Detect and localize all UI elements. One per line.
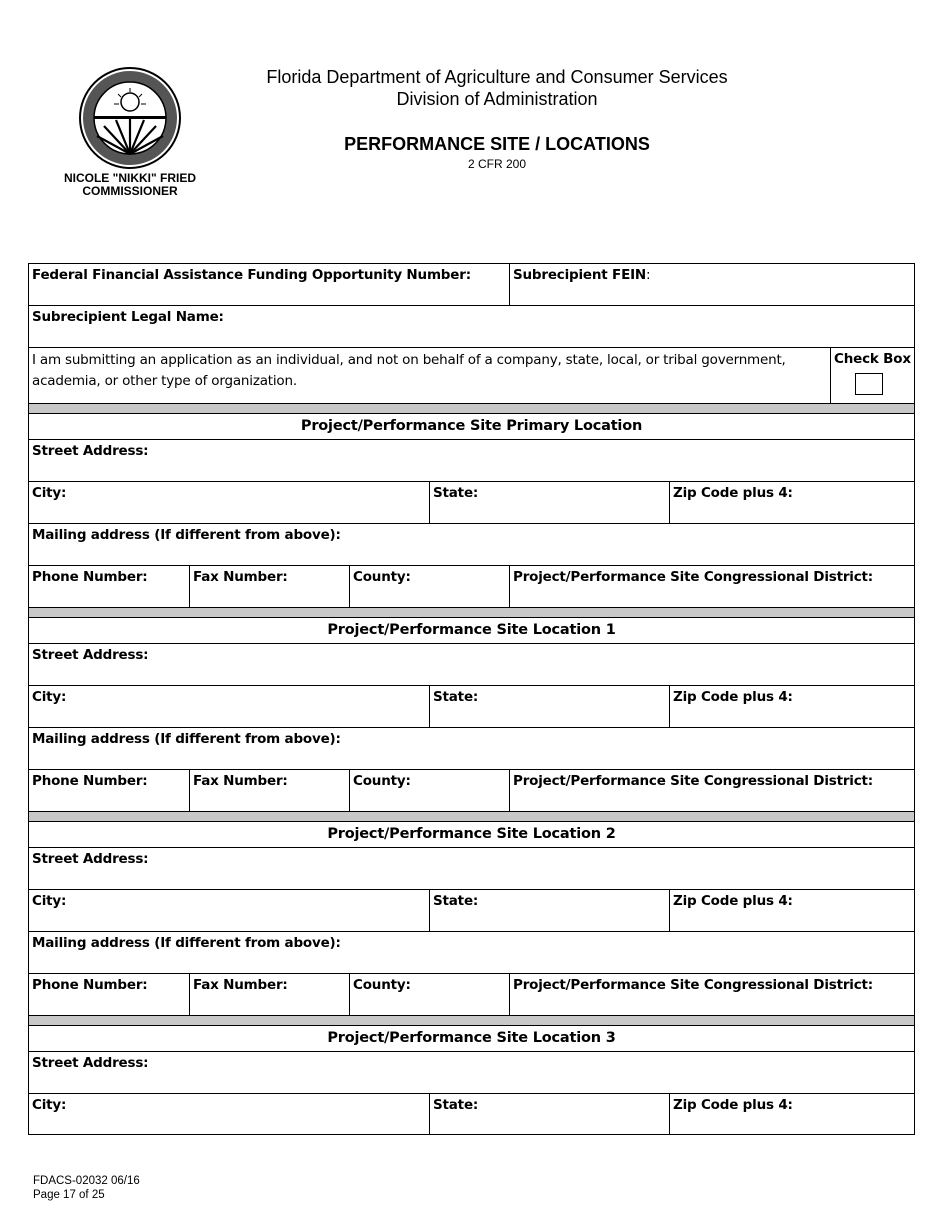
loc2-state-field[interactable] — [429, 890, 669, 931]
loc1-county-field[interactable] — [349, 770, 509, 811]
section-location-2: Project/Performance Site Location 2 — [29, 821, 914, 847]
phone-label: Phone Number: — [32, 977, 148, 993]
loc3-street-address-field[interactable] — [29, 1052, 914, 1093]
section-divider — [29, 811, 914, 821]
florida-agriculture-seal-icon — [78, 66, 182, 170]
primary-state-field[interactable] — [429, 482, 669, 523]
state-label: State: — [433, 485, 479, 501]
contact-row — [29, 973, 914, 1015]
funding-opportunity-label: Federal Financial Assistance Funding Opportunity Number: — [32, 267, 471, 283]
loc2-phone-field[interactable] — [29, 974, 189, 1015]
funding-opportunity-number-field[interactable] — [29, 264, 509, 305]
mailing-label: Mailing address (If different from above): — [32, 935, 341, 951]
primary-city-field[interactable] — [29, 482, 429, 523]
legal-name-label: Subrecipient Legal Name: — [32, 309, 224, 325]
section-divider — [29, 403, 914, 413]
loc1-state-field[interactable] — [429, 686, 669, 727]
zip-label: Zip Code plus 4: — [673, 689, 793, 705]
individual-statement: I am submitting an application as an individual, and not on behalf of a company, state, local, or tribal government, academia, or other type of organization. — [32, 352, 786, 389]
zip-label: Zip Code plus 4: — [673, 485, 793, 501]
loc1-fax-field[interactable] — [189, 770, 349, 811]
commissioner-name: NICOLE "NIKKI" FRIED — [63, 171, 197, 185]
zip-label: Zip Code plus 4: — [673, 893, 793, 909]
page-title: PERFORMANCE SITE / LOCATIONS — [344, 134, 650, 154]
district-label: Project/Performance Site Congressional District: — [513, 773, 873, 789]
page-subtitle: 2 CFR 200 — [467, 157, 527, 171]
mailing-row — [29, 931, 914, 973]
primary-phone-field[interactable] — [29, 566, 189, 607]
form-number: FDACS-02032 06/16 — [33, 1175, 140, 1187]
city-row — [29, 481, 914, 523]
loc1-city-field[interactable] — [29, 686, 429, 727]
mailing-label: Mailing address (If different from above): — [32, 527, 341, 543]
street-label: Street Address: — [32, 647, 149, 663]
loc3-state-field[interactable] — [429, 1094, 669, 1134]
page-number: Page 17 of 25 — [33, 1189, 105, 1201]
primary-mailing-address-field[interactable] — [29, 524, 914, 565]
city-row — [29, 1093, 914, 1135]
city-label: City: — [32, 893, 67, 909]
loc1-mailing-address-field[interactable] — [29, 728, 914, 769]
commissioner-title: COMMISSIONER — [82, 184, 178, 198]
legal-name-row — [29, 305, 914, 347]
state-label: State: — [433, 1097, 479, 1113]
city-label: City: — [32, 485, 67, 501]
district-label: Project/Performance Site Congressional District: — [513, 977, 873, 993]
loc3-zip-field[interactable] — [669, 1094, 914, 1134]
primary-fax-field[interactable] — [189, 566, 349, 607]
city-label: City: — [32, 1097, 67, 1113]
street-row — [29, 439, 914, 481]
section-location-1: Project/Performance Site Location 1 — [29, 617, 914, 643]
mailing-row — [29, 523, 914, 565]
city-row — [29, 685, 914, 727]
agency-line-2: Division of Administration — [396, 89, 598, 109]
street-label: Street Address: — [32, 443, 149, 459]
city-row — [29, 889, 914, 931]
street-row — [29, 847, 914, 889]
subrecipient-legal-name-field[interactable] — [29, 306, 914, 347]
loc2-district-field[interactable] — [509, 974, 914, 1015]
street-label: Street Address: — [32, 851, 149, 867]
funding-row — [29, 263, 914, 305]
county-label: County: — [353, 773, 411, 789]
fein-label: Subrecipient FEIN — [513, 267, 647, 283]
primary-street-address-field[interactable] — [29, 440, 914, 481]
state-label: State: — [433, 689, 479, 705]
primary-county-field[interactable] — [349, 566, 509, 607]
loc2-county-field[interactable] — [349, 974, 509, 1015]
individual-statement-row — [29, 347, 914, 403]
fein-colon: : — [646, 267, 651, 283]
phone-label: Phone Number: — [32, 773, 148, 789]
mailing-label: Mailing address (If different from above): — [32, 731, 341, 747]
phone-label: Phone Number: — [32, 569, 148, 585]
section-location-3: Project/Performance Site Location 3 — [29, 1025, 914, 1051]
performance-site-form — [28, 263, 915, 1135]
loc2-city-field[interactable] — [29, 890, 429, 931]
section-divider — [29, 1015, 914, 1025]
zip-label: Zip Code plus 4: — [673, 1097, 793, 1113]
loc1-street-address-field[interactable] — [29, 644, 914, 685]
agency-line-1: Florida Department of Agriculture and Consumer Services — [266, 67, 728, 87]
fax-label: Fax Number: — [193, 569, 288, 585]
contact-row — [29, 769, 914, 811]
loc2-mailing-address-field[interactable] — [29, 932, 914, 973]
loc3-city-field[interactable] — [29, 1094, 429, 1134]
county-label: County: — [353, 569, 411, 585]
street-row — [29, 1051, 914, 1093]
street-row — [29, 643, 914, 685]
county-label: County: — [353, 977, 411, 993]
contact-row — [29, 565, 914, 607]
primary-zip-field[interactable] — [669, 482, 914, 523]
fax-label: Fax Number: — [193, 773, 288, 789]
individual-checkbox[interactable] — [855, 373, 883, 395]
commissioner-block — [40, 172, 220, 198]
page-footer — [33, 1174, 140, 1202]
mailing-row — [29, 727, 914, 769]
check-box-cell — [830, 348, 914, 403]
loc2-fax-field[interactable] — [189, 974, 349, 1015]
fax-label: Fax Number: — [193, 977, 288, 993]
city-label: City: — [32, 689, 67, 705]
section-primary-location: Project/Performance Site Primary Location — [29, 413, 914, 439]
loc2-zip-field[interactable] — [669, 890, 914, 931]
agency-name — [222, 66, 772, 110]
state-label: State: — [433, 893, 479, 909]
primary-district-field[interactable] — [509, 566, 914, 607]
loc2-street-address-field[interactable] — [29, 848, 914, 889]
loc1-phone-field[interactable] — [29, 770, 189, 811]
district-label: Project/Performance Site Congressional District: — [513, 569, 873, 585]
subrecipient-fein-field[interactable] — [509, 264, 914, 305]
loc1-district-field[interactable] — [509, 770, 914, 811]
check-box-label: Check Box — [834, 351, 911, 367]
section-divider — [29, 607, 914, 617]
loc1-zip-field[interactable] — [669, 686, 914, 727]
street-label: Street Address: — [32, 1055, 149, 1071]
